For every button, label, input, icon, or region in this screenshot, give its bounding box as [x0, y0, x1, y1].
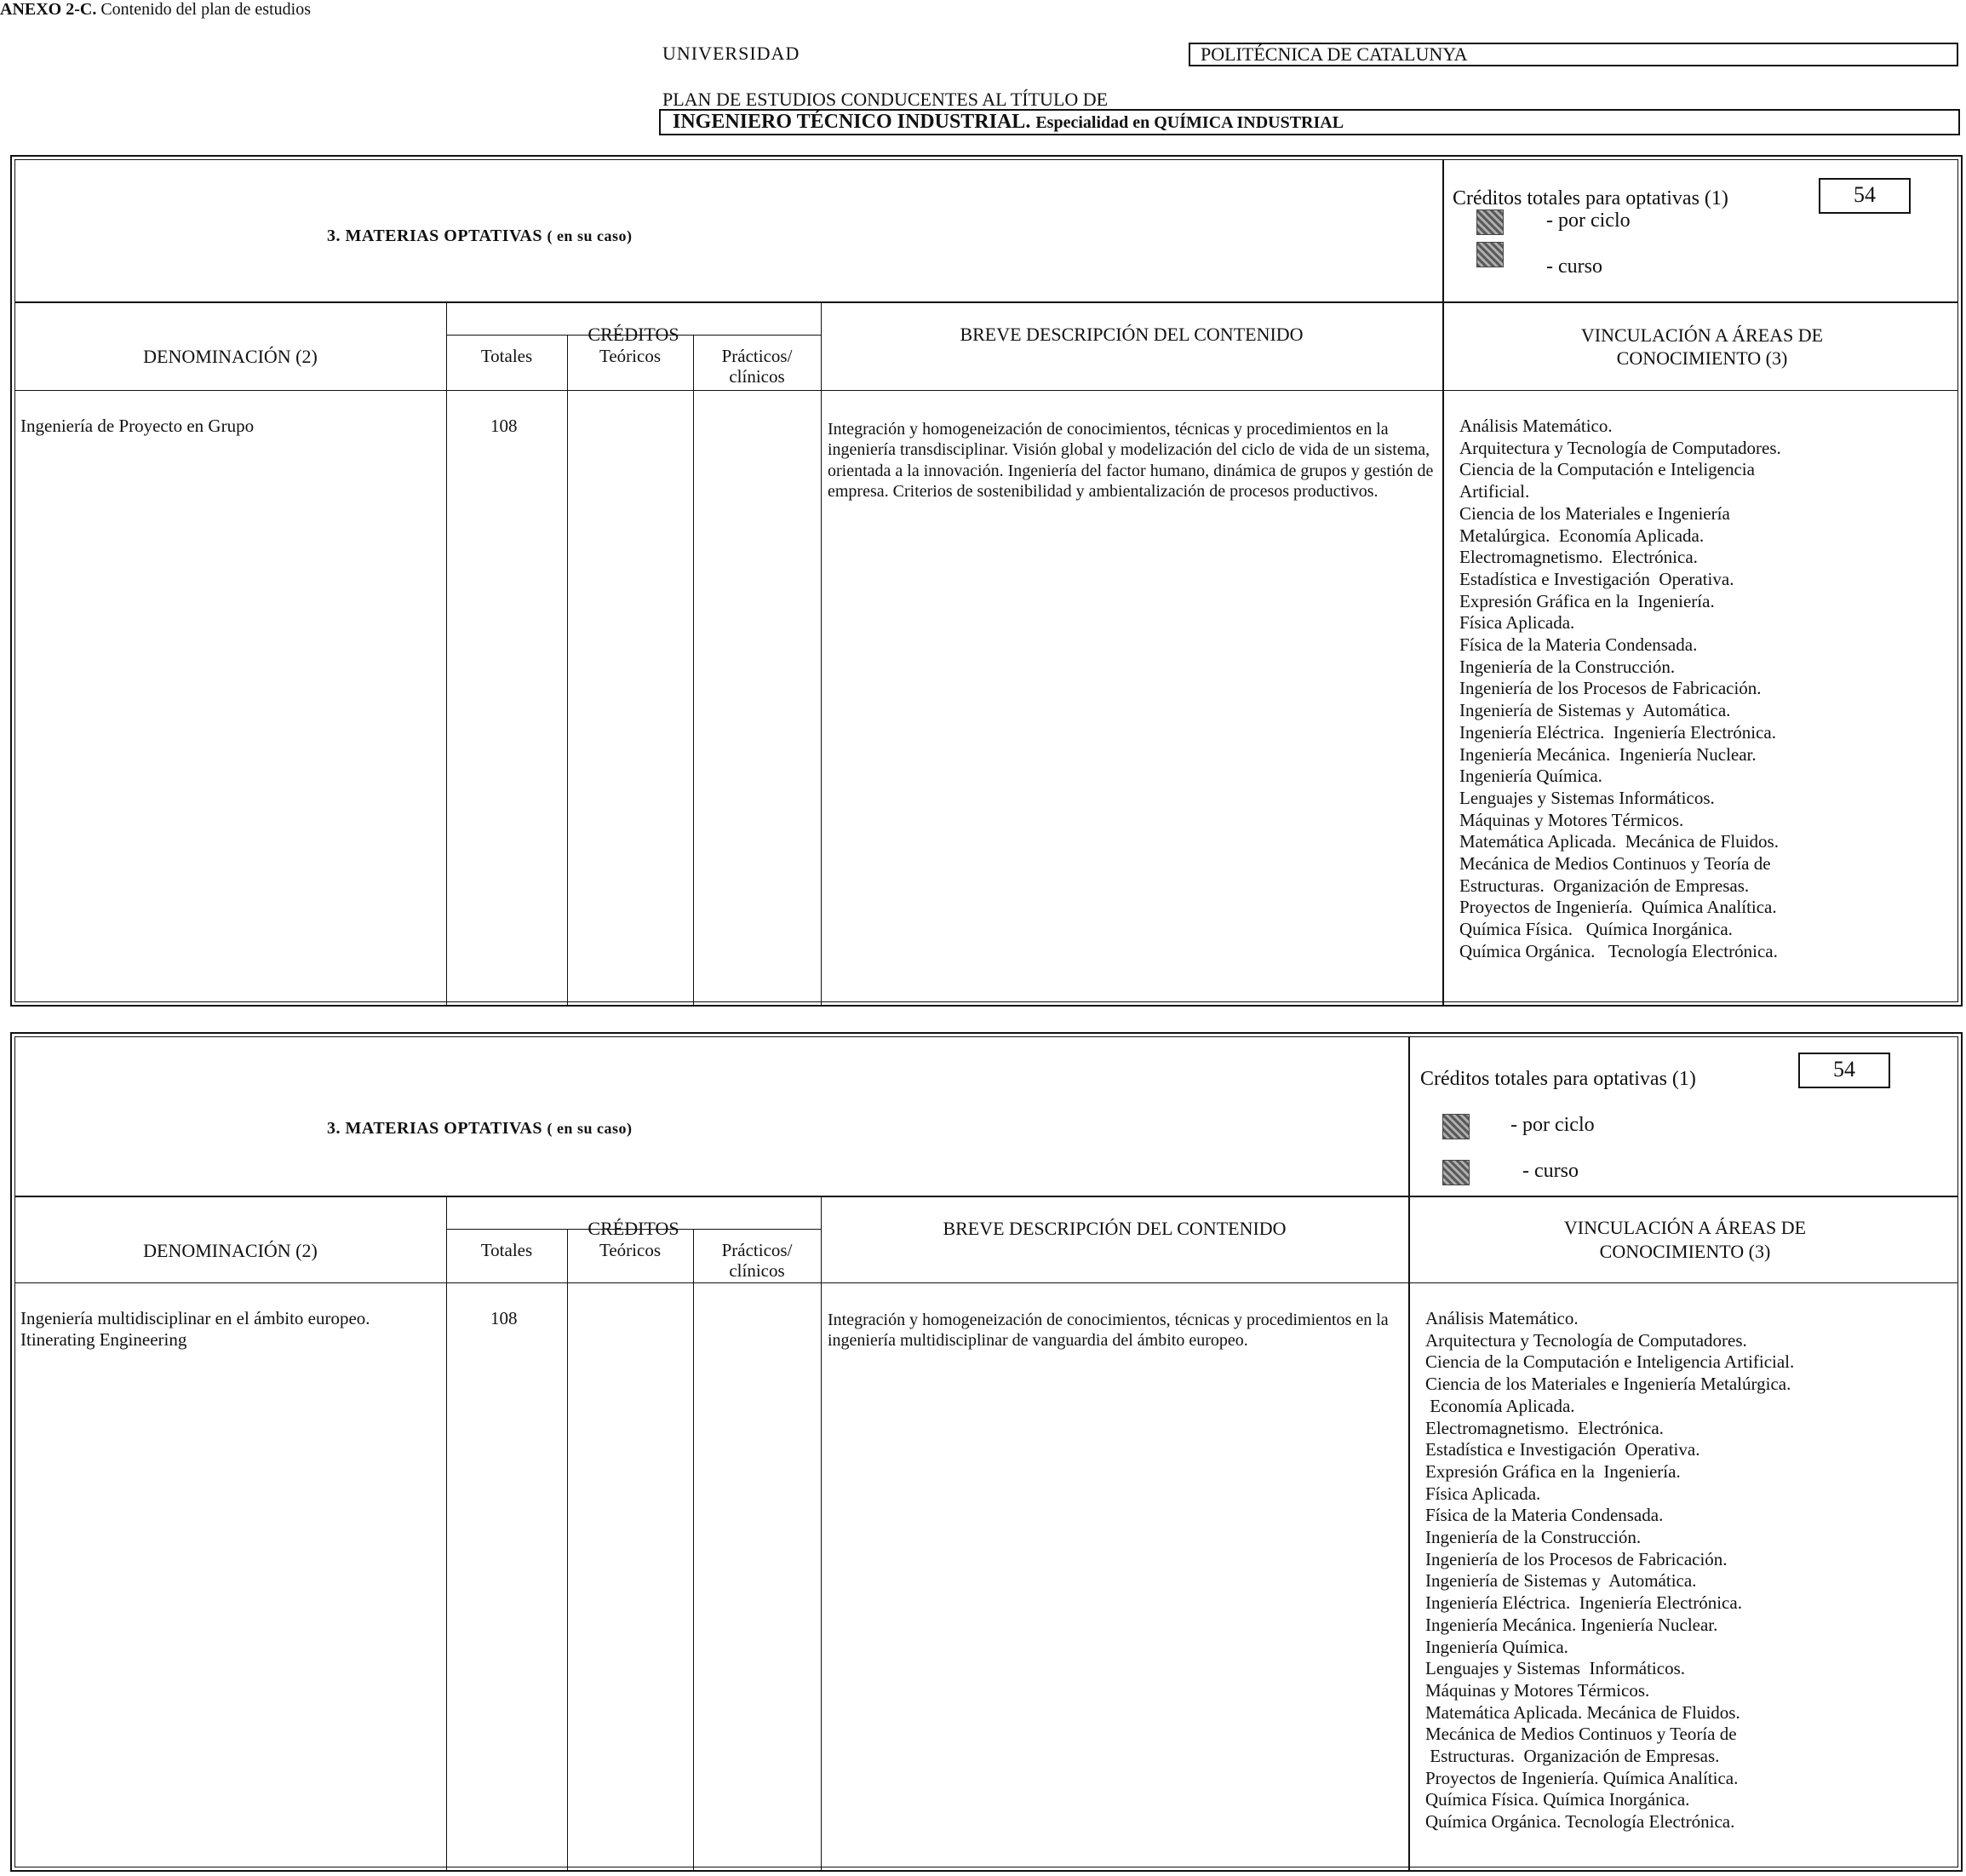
area-item: Estadística e Investigación Operativa. — [1459, 568, 1734, 589]
area-item: Ingeniería de los Procesos de Fabricación. — [1459, 678, 1762, 699]
area-item: Ingeniería Mecánica. Ingeniería Nuclear. — [1459, 743, 1757, 765]
area-item: Ingeniería de los Procesos de Fabricación. — [1425, 1548, 1728, 1569]
credits-total-label: Créditos totales para optativas (1) — [1453, 187, 1728, 209]
university-label: UNIVERSIDAD — [662, 43, 800, 64]
area-item: Máquinas y Motores Térmicos. — [1425, 1679, 1650, 1701]
area-item: Física de la Materia Condensada. — [1425, 1505, 1664, 1526]
annex-number: ANEXO 2-C. — [0, 0, 97, 19]
area-item: Análisis Matemático. — [1459, 416, 1613, 436]
section-title: 3. MATERIAS OPTATIVAS ( en su caso) — [327, 1119, 633, 1138]
denominacion-header: DENOMINACIÓN (2) — [143, 1240, 318, 1261]
totales-header: Totales — [480, 346, 533, 366]
area-item: Ingeniería Mecánica. Ingeniería Nuclear. — [1425, 1614, 1718, 1635]
teoricos-header: Teóricos — [599, 1240, 661, 1260]
section-title: 3. MATERIAS OPTATIVAS ( en su caso) — [327, 227, 633, 245]
area-item: Economía Aplicada. — [1425, 1395, 1575, 1416]
por-ciclo-label: - por ciclo — [1510, 1114, 1595, 1136]
area-item: Electromagnetismo. Electrónica. — [1459, 547, 1698, 568]
subject-name: Ingeniería de Proyecto en Grupo — [20, 416, 255, 436]
subject-totales: 108 — [490, 416, 518, 436]
area-item: Proyectos de Ingeniería. Química Analítica. — [1425, 1767, 1739, 1788]
area-item: Arquitectura y Tecnología de Computadores. — [1459, 437, 1781, 458]
areas-list-1 — [1459, 416, 1781, 963]
area-item: Ciencia de los Materiales e Ingeniería — [1459, 502, 1730, 524]
curso-label: - curso — [1546, 255, 1602, 278]
credits-total-value: 54 — [1819, 178, 1911, 214]
subject-name: Ingeniería multidisciplinar en el ámbito europeo. Itinerating Engineering — [20, 1308, 370, 1350]
totales-header: Totales — [480, 1240, 533, 1260]
degree-specialty: Especialidad en QUÍMICA INDUSTRIAL — [1035, 113, 1344, 132]
university-name: POLITÉCNICA DE CATALUNYA — [1201, 43, 1468, 65]
por-ciclo-label: - por ciclo — [1546, 209, 1631, 232]
area-item: Matemática Aplicada. Mecánica de Fluidos. — [1459, 831, 1779, 852]
area-item: Ingeniería Eléctrica. Ingeniería Electrónica. — [1459, 721, 1776, 743]
curso-checkbox-icon — [1476, 242, 1504, 267]
annex-title: Contenido del plan de estudios — [100, 0, 311, 19]
area-item: Química Física. Química Inorgánica. — [1425, 1789, 1690, 1810]
area-item: Ciencia de la Computación e Inteligencia Artificial. — [1425, 1351, 1795, 1373]
subject-description: Integración y homogeneización de conocimientos, técnicas y procedimientos en la ingeniería multidisciplinar de vanguardia del ámbito europeo. — [828, 1311, 1389, 1351]
creditos-header: CRÉDITOS — [588, 324, 679, 345]
degree-title: INGENIERO TÉCNICO INDUSTRIAL. — [673, 111, 1031, 133]
area-item: Máquinas y Motores Térmicos. — [1459, 809, 1684, 830]
subject-description: Integración y homogeneización de conocimientos, técnicas y procedimientos en la ingeniería transdisciplinar. Visión global y modelización del ciclo de vida de un sistema, orientada a la innovación. Ingeniería del factor humano, dinámica de grupos y gestión de empresa. Criterios de sostenibilidad y ambientalización de procesos productivos. — [828, 420, 1434, 501]
area-item: Ingeniería Química. — [1425, 1636, 1568, 1657]
area-item: Electromagnetismo. Electrónica. — [1425, 1417, 1664, 1438]
teoricos-header: Teóricos — [599, 346, 661, 366]
optativas-section-2 — [10, 1032, 1963, 1872]
university-name-box — [1189, 43, 1958, 66]
area-item: Estructuras. Organización de Empresas. — [1425, 1746, 1720, 1767]
area-item: Matemática Aplicada. Mecánica de Fluidos. — [1425, 1701, 1740, 1723]
area-item: Expresión Gráfica en la Ingeniería. — [1459, 590, 1715, 611]
credits-total-label: Créditos totales para optativas (1) — [1420, 1068, 1696, 1090]
area-item: Expresión Gráfica en la Ingeniería. — [1425, 1460, 1681, 1482]
area-item: Ingeniería de Sistemas y Automática. — [1459, 700, 1731, 721]
area-item: Mecánica de Medios Continuos y Teoría de — [1459, 853, 1771, 875]
area-item: Química Orgánica. Tecnología Electrónica. — [1425, 1811, 1735, 1833]
area-item: Ingeniería de la Construcción. — [1425, 1527, 1642, 1548]
practicos-header: Prácticos/ clínicos — [721, 1240, 793, 1281]
area-item: Ciencia de la Computación e Inteligencia — [1459, 459, 1755, 480]
area-item: Metalúrgica. Economía Aplicada. — [1459, 525, 1705, 546]
area-item: Física Aplicada. — [1425, 1483, 1541, 1504]
curso-checkbox-icon — [1442, 1160, 1470, 1185]
subject-totales: 108 — [490, 1308, 518, 1328]
por-ciclo-checkbox-icon — [1442, 1114, 1470, 1139]
area-item: Lenguajes y Sistemas Informáticos. — [1425, 1658, 1686, 1679]
areas-list-2 — [1425, 1308, 1794, 1833]
area-item: Proyectos de Ingeniería. Química Analítica. — [1459, 897, 1777, 918]
por-ciclo-checkbox-icon — [1476, 209, 1504, 235]
area-item: Análisis Matemático. — [1425, 1308, 1579, 1328]
annex-heading — [0, 0, 311, 20]
area-item: Lenguajes y Sistemas Informáticos. — [1459, 787, 1715, 808]
descripcion-header: BREVE DESCRIPCIÓN DEL CONTENIDO — [943, 1218, 1287, 1239]
area-item: Mecánica de Medios Continuos y Teoría de — [1425, 1724, 1737, 1745]
area-item: Ciencia de los Materiales e Ingeniería Metalúrgica. — [1425, 1374, 1791, 1395]
area-item: Artificial. — [1459, 481, 1530, 502]
credits-total-value: 54 — [1798, 1053, 1890, 1088]
area-item: Física de la Materia Condensada. — [1459, 634, 1698, 656]
area-item: Estructuras. Organización de Empresas. — [1459, 875, 1750, 896]
area-item: Ingeniería Eléctrica. Ingeniería Electrónica. — [1425, 1592, 1742, 1614]
denominacion-header: DENOMINACIÓN (2) — [143, 346, 318, 367]
descripcion-header: BREVE DESCRIPCIÓN DEL CONTENIDO — [960, 324, 1304, 345]
plan-label: PLAN DE ESTUDIOS CONDUCENTES AL TÍTULO DE — [662, 89, 1109, 110]
vinculacion-header: VINCULACIÓN A ÁREAS DE CONOCIMIENTO (3) — [1580, 324, 1824, 369]
practicos-header: Prácticos/ clínicos — [721, 346, 793, 387]
area-item: Química Física. Química Inorgánica. — [1459, 919, 1733, 940]
vinculacion-header: VINCULACIÓN A ÁREAS DE CONOCIMIENTO (3) — [1563, 1217, 1807, 1262]
area-item: Química Orgánica. Tecnología Electrónica. — [1459, 940, 1778, 961]
area-item: Ingeniería de la Construcción. — [1459, 656, 1676, 677]
area-item: Estadística e Investigación Operativa. — [1425, 1439, 1700, 1460]
creditos-header: CRÉDITOS — [588, 1218, 679, 1239]
optativas-section-1 — [10, 155, 1963, 1007]
area-item: Arquitectura y Tecnología de Computadores. — [1425, 1329, 1747, 1351]
degree-title-box — [659, 109, 1960, 135]
area-item: Física Aplicada. — [1459, 612, 1575, 634]
area-item: Ingeniería Química. — [1459, 766, 1602, 787]
area-item: Ingeniería de Sistemas y Automática. — [1425, 1570, 1697, 1592]
curso-label: - curso — [1522, 1160, 1579, 1182]
